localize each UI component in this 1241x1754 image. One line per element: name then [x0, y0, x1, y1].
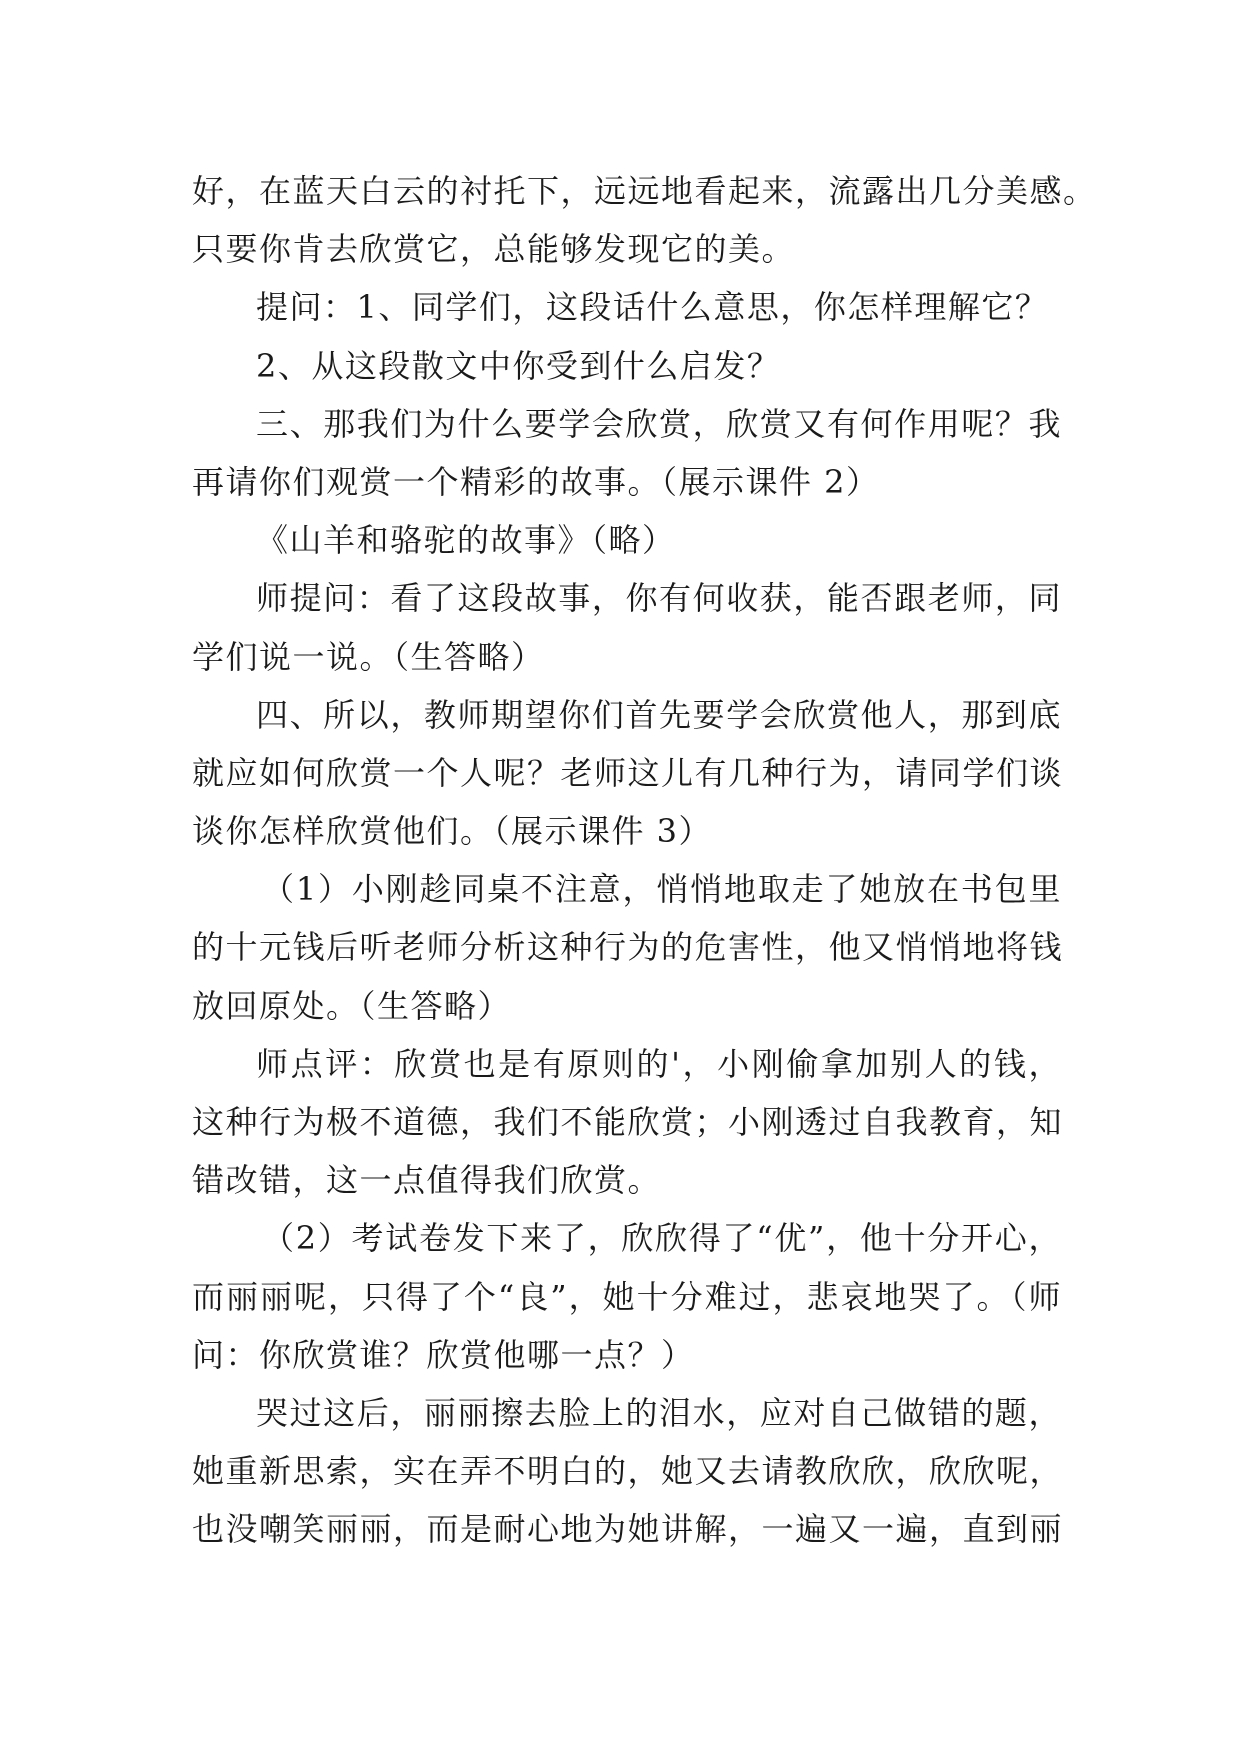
text-line: 再请你们观赏一个精彩的故事。（展示课件 2）: [192, 462, 880, 501]
text-line: 只要你肯去欣赏它，总能够发现它的美。: [192, 230, 796, 269]
text-line: 谈你怎样欣赏他们。（展示课件 3）: [192, 812, 713, 851]
text-line: 错改错，这一点值得我们欣赏。: [192, 1161, 662, 1200]
text-line: 她重新思索，实在弄不明白的，她又去请教欣欣，欣欣呢，: [192, 1452, 1064, 1491]
text-line: 就应如何欣赏一个人呢？老师这儿有几种行为，请同学们谈: [192, 753, 1064, 792]
text-line: 问：你欣赏谁？欣赏他哪一点？）: [192, 1335, 695, 1374]
text-line: （2）考试卷发下来了，欣欣得了“优”，他十分开心，: [262, 1219, 1062, 1258]
text-line: 四、所以，教师期望你们首先要学会欣赏他人，那到底: [256, 695, 1062, 734]
text-line: 哭过这后，丽丽擦去脸上的泪水，应对自己做错的题，: [256, 1393, 1062, 1432]
text-line: （1）小刚趁同桌不注意，悄悄地取走了她放在书包里: [262, 870, 1062, 909]
text-line: 好，在蓝天白云的衬托下，远远地看起来，流露出几分美感。: [192, 172, 1097, 210]
text-line: 的十元钱后听老师分析这种行为的危害性，他又悄悄地将钱: [192, 928, 1064, 967]
text-line: 这种行为极不道德，我们不能欣赏；小刚透过自我教育，知: [192, 1103, 1064, 1141]
text-line: 师点评：欣赏也是有原则的'，小刚偷拿加别人的钱，: [256, 1044, 1062, 1083]
text-line: 三、那我们为什么要学会欣赏，欣赏又有何作用呢？我: [256, 404, 1062, 443]
text-line: 师提问：看了这段故事，你有何收获，能否跟老师，同: [256, 579, 1062, 618]
text-line: 《山羊和骆驼的故事》（略）: [256, 521, 676, 560]
document-body: [192, 162, 1097, 1559]
text-line: 也没嘲笑丽丽，而是耐心地为她讲解，一遍又一遍，直到丽: [192, 1510, 1064, 1549]
text-line: 提问：1、同学们，这段话什么意思，你怎样理解它？: [256, 288, 1049, 327]
text-line: 放回原处。（生答略）: [192, 986, 512, 1025]
text-line: 2、从这段散文中你受到什么启发？: [256, 346, 781, 385]
text-line: 而丽丽呢，只得了个“良”，她十分难过，悲哀地哭了。（师: [192, 1277, 1062, 1316]
text-line: 学们说一说。（生答略）: [192, 637, 545, 676]
